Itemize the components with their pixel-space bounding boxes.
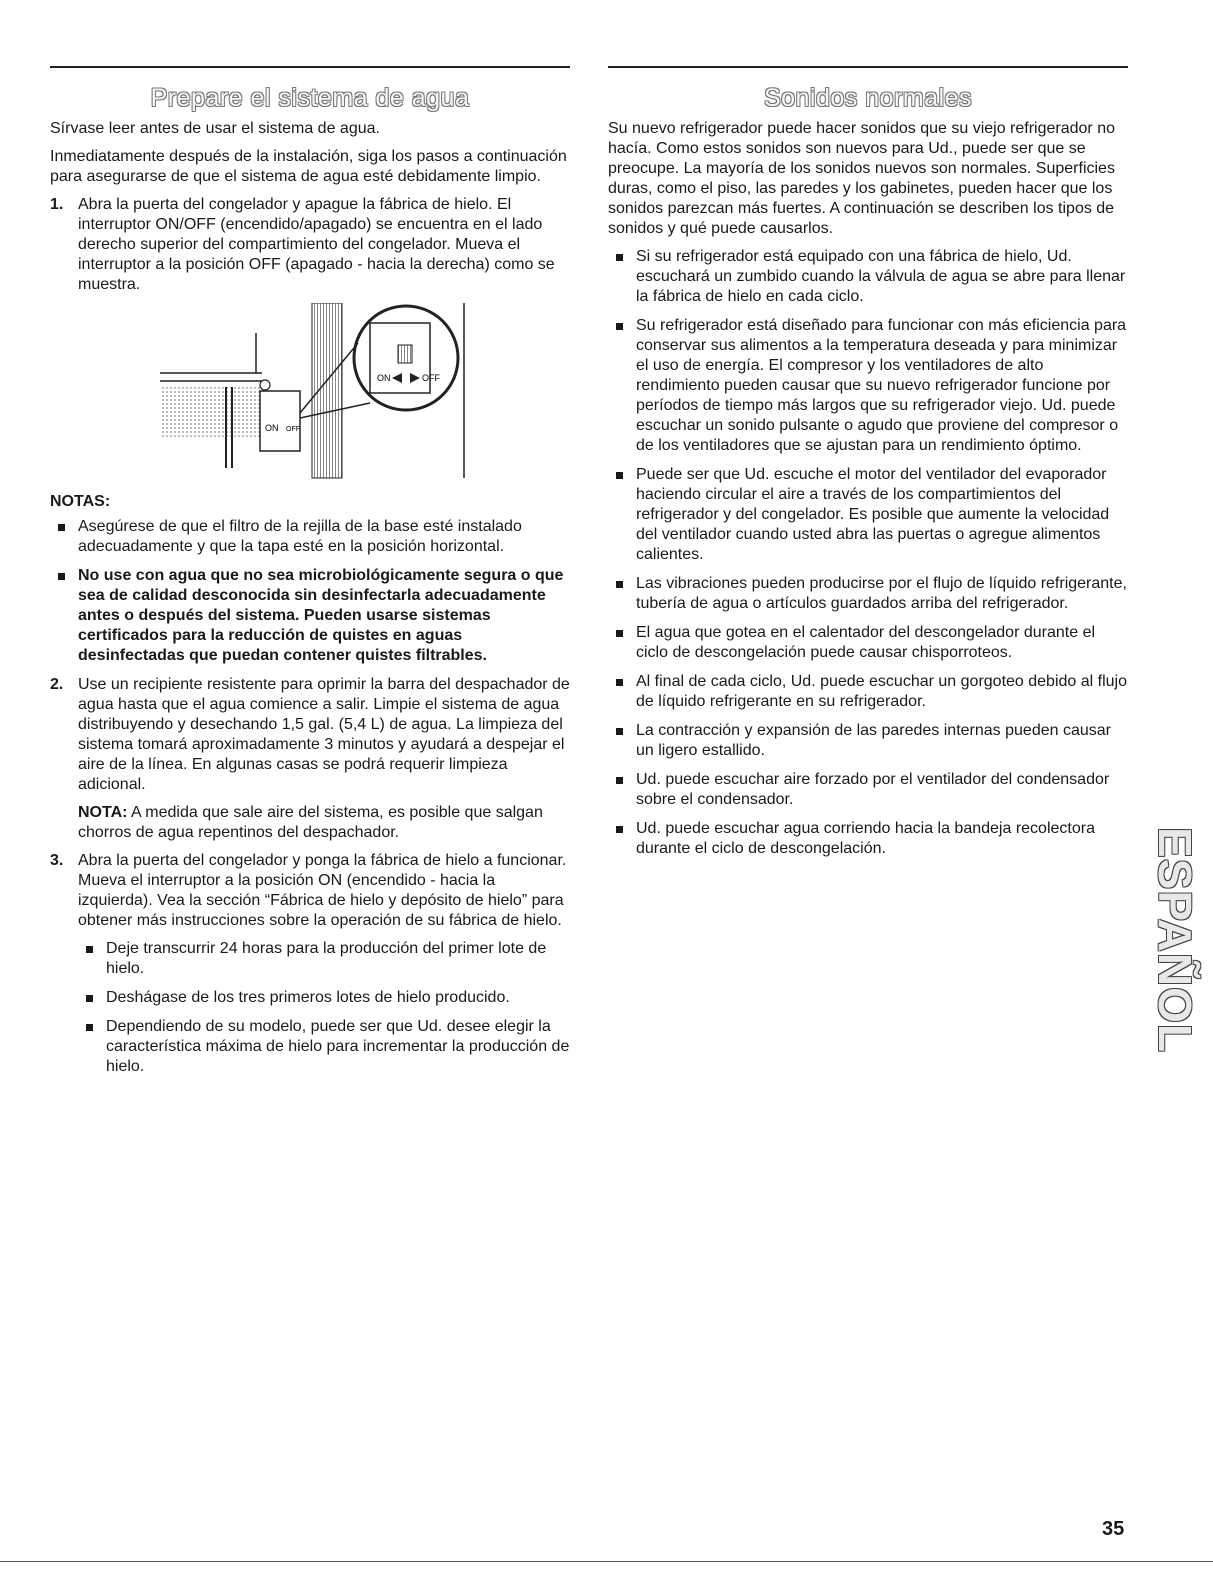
sound-item xyxy=(608,623,1128,663)
sound-item xyxy=(608,819,1128,859)
bullet-square-icon xyxy=(616,777,623,784)
step-1 xyxy=(50,195,570,295)
top-rule-right xyxy=(608,66,1128,68)
bullet-square-icon xyxy=(58,573,65,580)
sound-item xyxy=(608,574,1128,614)
bullet-square-icon xyxy=(86,995,93,1002)
step-1-number: 1. xyxy=(50,196,64,213)
sound-item-text: Puede ser que Ud. escuche el motor del ventilador del evaporador haciendo circular el aire a través de los compartimientos del refrigerador y del congelador. Es posible que aumente la velocidad del ventilador cuando usted abra las puertas o agregue alimentos calientes. xyxy=(636,466,1110,563)
bullet-square-icon xyxy=(616,581,623,588)
intro-after-install: Inmediatamente después de la instalación, siga los pasos a continuación para asegurarse de que el sistema de agua esté debidamente limpio. xyxy=(50,148,567,185)
sound-item xyxy=(608,247,1128,307)
icemaker-switch-figure xyxy=(50,303,570,483)
sound-item-text: Ud. puede escuchar aire forzado por el ventilador del condensador sobre el condensador. xyxy=(636,771,1110,808)
step-3-bullet xyxy=(78,1017,570,1077)
step-3-text: Abra la puerta del congelador y ponga la fábrica de hielo a funcionar. Mueva el interruptor a la posición ON (encendido - hacia la izquierda). Vea la sección “Fábrica de hielo y depósito de hielo” para obtener más instrucciones sobre la operación de su fábrica de hielo. xyxy=(78,852,567,929)
step-3-bullet xyxy=(78,939,570,979)
sound-item xyxy=(608,465,1128,565)
section-title-normal-sounds: Sonidos normales xyxy=(763,84,973,112)
step-3-number: 3. xyxy=(50,852,64,869)
step-2-note xyxy=(78,803,570,843)
figure-off-label: OFF xyxy=(422,373,440,383)
right-column xyxy=(608,66,1128,868)
intro-read-before: Sírvase leer antes de usar el sistema de agua. xyxy=(50,120,380,137)
note-item xyxy=(50,517,570,557)
step-3-bullet-text: Deshágase de los tres primeros lotes de hielo producido. xyxy=(106,989,510,1006)
top-rule-left xyxy=(50,66,570,68)
sound-item-text: Su refrigerador está diseñado para funcionar con más eficiencia para conservar sus alimentos a la temperatura deseada y para minimizar el uso de energía. El compresor y los ventiladores de alto rendimiento pueden causar que su nuevo refrigerador funcione por períodos de tiempo más largos que su refrigerador viejo. Ud. puede escuchar un sonido pulsante o agudo que proviene del compresor o de los ventiladores que se ajustan para un rendimiento óptimo. xyxy=(636,317,1127,454)
note-item-warning xyxy=(50,566,570,666)
step-2-note-text: A medida que sale aire del sistema, es posible que salgan chorros de agua repentinos del despachador. xyxy=(78,804,543,841)
bullet-square-icon xyxy=(86,946,93,953)
sound-item-text: El agua que gotea en el calentador del descongelador durante el ciclo de descongelación puede causar chisporroteos. xyxy=(636,624,1096,661)
sound-item-text: Las vibraciones pueden producirse por el flujo de líquido refrigerante, tubería de agua o artículos guardados arriba del refrigerador. xyxy=(636,575,1127,612)
left-column xyxy=(50,66,570,1086)
sound-item-text: Ud. puede escuchar agua corriendo hacia la bandeja recolectora durante el ciclo de descongelación. xyxy=(636,820,1095,857)
bullet-square-icon xyxy=(616,254,623,261)
sound-item-text: Si su refrigerador está equipado con una fábrica de hielo, Ud. escuchará un zumbido cuando la válvula de agua se abre para llenar la fábrica de hielo en cada ciclo. xyxy=(636,248,1126,305)
step-2 xyxy=(50,675,570,843)
bullet-square-icon xyxy=(616,472,623,479)
section-title-prepare-water: Prepare el sistema de agua xyxy=(150,84,470,112)
step-2-number: 2. xyxy=(50,676,64,693)
bullet-square-icon xyxy=(86,1024,93,1031)
step-2-note-label: NOTA: xyxy=(78,804,128,821)
language-side-tab-label: ESPAÑOL xyxy=(1149,827,1201,1053)
sound-item xyxy=(608,721,1128,761)
sound-item xyxy=(608,770,1128,810)
page-number: 35 xyxy=(1102,1518,1125,1540)
step-2-text: Use un recipiente resistente para oprimir la barra del despachador de agua hasta que el agua comience a salir. Limpie el sistema de agua distribuyendo y desechando 1,5 gal. (5,4 L) de agua. La limpieza del sistema tomará aproximadamente 3 minutos y ayudará a despejar el aire de la línea. En algunas casas se podrá requerir limpieza adicional. xyxy=(78,676,570,793)
notes-heading: NOTAS: xyxy=(50,493,111,510)
step-3-bullet-text: Deje transcurrir 24 horas para la producción del primer lote de hielo. xyxy=(106,940,547,977)
bullet-square-icon xyxy=(616,679,623,686)
figure-off-small: OFF xyxy=(286,426,300,433)
note-text: Asegúrese de que el filtro de la rejilla de la base esté instalado adecuadamente y que la tapa esté en la posición horizontal. xyxy=(78,518,522,555)
step-1-text: Abra la puerta del congelador y apague la fábrica de hielo. El interruptor ON/OFF (encendido/apagado) se encuentra en el lado derecho superior del compartimiento del congelador. Mueva el interruptor a la posición OFF (apagado - hacia la derecha) como se muestra. xyxy=(78,196,555,293)
svg-text:ON: ON xyxy=(265,423,279,433)
bottom-rule xyxy=(0,1561,1213,1562)
sound-item-text: La contracción y expansión de las paredes internas pueden causar un ligero estallido. xyxy=(636,722,1111,759)
step-3 xyxy=(50,851,570,1077)
sound-item xyxy=(608,316,1128,456)
step-3-bullets xyxy=(78,939,570,1077)
figure-on-label: ON xyxy=(377,373,391,383)
bullet-square-icon xyxy=(616,323,623,330)
step-3-bullet-text: Dependiendo de su modelo, puede ser que Ud. desee elegir la característica máxima de hielo para incrementar la producción de hielo. xyxy=(106,1018,570,1075)
icemaker-switch-illustration xyxy=(50,303,570,483)
bullet-square-icon xyxy=(616,728,623,735)
bullet-square-icon xyxy=(616,826,623,833)
language-side-tab xyxy=(1150,815,1200,1065)
bullet-square-icon xyxy=(58,524,65,531)
sounds-intro: Su nuevo refrigerador puede hacer sonidos que su viejo refrigerador no hacía. Como estos sonidos son nuevos para Ud., puede ser que se preocupe. La mayoría de los sonidos nuevos son normales. Superficies duras, como el piso, las paredes y los gabinetes, pueden hacer que los sonidos parezcan más fuertes. A continuación se describen los tipos de sonidos y qué puede causarlos. xyxy=(608,120,1115,237)
sound-item-text: Al final de cada ciclo, Ud. puede escuchar un gorgoteo debido al flujo de líquido refrigerante en su refrigerador. xyxy=(636,673,1127,710)
bullet-square-icon xyxy=(616,630,623,637)
note-warning-text: No use con agua que no sea microbiológicamente segura o que sea de calidad desconocida sin desinfectarla adecuadamente antes o después del sistema. Pueden usarse sistemas certificados para la reducción de quistes en aguas desinfectadas que puedan contener quistes filtrables. xyxy=(78,567,564,664)
sound-item xyxy=(608,672,1128,712)
step-3-bullet xyxy=(78,988,570,1008)
